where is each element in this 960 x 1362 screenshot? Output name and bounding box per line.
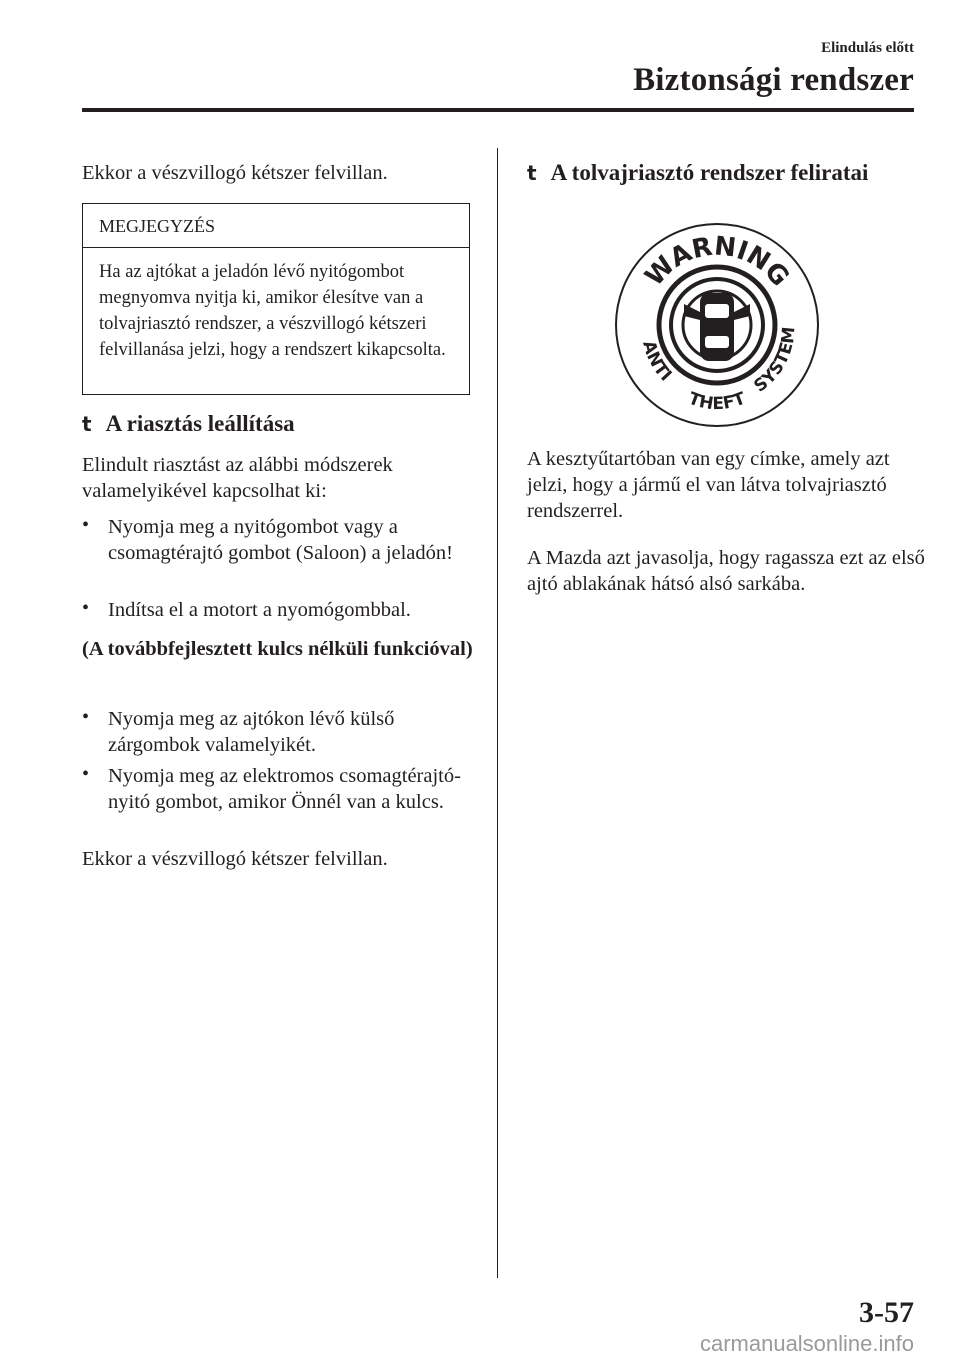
label-anti-text: ANTI (638, 338, 676, 386)
chapter-label: Elindulás előtt (821, 40, 914, 56)
note-header (83, 204, 469, 248)
section-title-text: A tolvajriasztó rendszer feliratai (550, 160, 869, 185)
label-system-text: SYSTEM (750, 325, 800, 397)
bullet-dot: • (82, 763, 90, 785)
outro-text: Ekkor a vészvillogó kétszer felvillan. (82, 848, 388, 870)
list-item-text: Indítsa el a motort a nyomógombbal. (108, 599, 411, 621)
note-body: Ha az ajtókat a jeladón lévő nyitógombot megnyomva nyitja ki, amikor élesítve van a tolvajriasztó rendszer, a vészvillogó kétszeri felvillanása jelzi, hogy a rendszert kikapcsolta. (99, 262, 446, 360)
page-title: Biztonsági rendszer (633, 62, 914, 98)
label-description: A kesztyűtartóban van egy címke, amely azt jelzi, hogy a jármű el van látva tolvajriasztó rendszerrel. (527, 448, 890, 522)
note-title: MEGJEGYZÉS (99, 216, 215, 236)
alarm-stop-intro: Elindult riasztást az alábbi módszerek valamelyikével kapcsolhat ki: (82, 454, 393, 502)
bullet-dot: • (82, 597, 90, 619)
section-marker: t (527, 161, 537, 185)
header-rule (82, 108, 914, 112)
intro-text: Ekkor a vészvillogó kétszer felvillan. (82, 162, 388, 184)
section-title-text: A riasztás leállítása (105, 411, 295, 436)
page-number: 3-57 (859, 1296, 914, 1329)
watermark: carmanualsonline.info (699, 1331, 914, 1356)
section-marker: t (82, 412, 92, 436)
subheading-keyless: (A továbbfejlesztett kulcs nélküli funkcióval) (82, 638, 473, 660)
label-placement-advice: A Mazda azt javasolja, hogy ragassza ezt az első ajtó ablakának hátsó alsó sarkába. (527, 547, 925, 595)
label-theft-text: THEFT (685, 388, 749, 415)
bullet-dot: • (82, 706, 90, 728)
anti-theft-label-image (612, 220, 822, 430)
list-item-text: Nyomja meg az elektromos csomagtérajtó-nyitó gombot, amikor Önnél van a kulcs. (108, 765, 461, 813)
list-item-text: Nyomja meg az ajtókon lévő külső zárgombok valamelyikét. (108, 708, 395, 756)
bullet-dot: • (82, 514, 90, 536)
warning-label-graphic (612, 220, 822, 430)
section-heading-alarm-stop (82, 411, 295, 437)
column-divider (497, 148, 498, 1278)
note-box (82, 203, 470, 395)
list-item-text: Nyomja meg a nyitógombot vagy a csomagtérajtó gombot (Saloon) a jeladón! (108, 516, 453, 564)
label-warning-text: WARNING (639, 231, 795, 293)
section-heading-labels (527, 160, 868, 186)
